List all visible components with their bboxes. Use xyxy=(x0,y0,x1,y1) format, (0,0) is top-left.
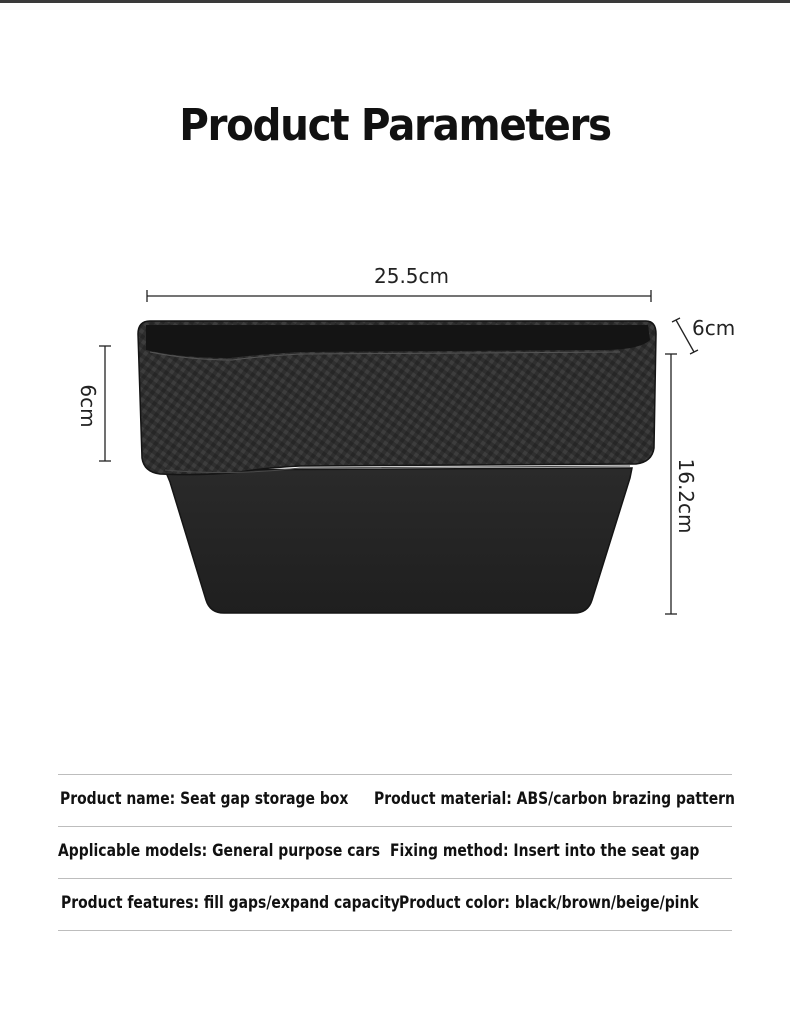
width-dimension-line xyxy=(147,290,651,302)
left-height-label: 6cm xyxy=(76,384,100,428)
spec-fixing-method: Fixing method: Insert into the seat gap xyxy=(390,841,700,861)
spec-product-color: Product color: black/brown/beige/pink xyxy=(399,893,699,913)
total-height-label: 16.2cm xyxy=(674,458,698,534)
spec-table xyxy=(58,774,735,931)
spec-product-features: Product features: fill gaps/expand capacity xyxy=(61,893,400,913)
spec-applicable-models: Applicable models: General purpose cars xyxy=(58,841,381,861)
page-title: Product Parameters xyxy=(179,100,611,151)
seat-gap-storage-box-image xyxy=(138,321,656,613)
spec-row xyxy=(58,878,732,931)
spec-product-name: Product name: Seat gap storage box xyxy=(60,789,349,809)
left-height-dimension-line xyxy=(99,346,111,461)
width-label: 25.5cm xyxy=(374,264,450,288)
depth-label: 6cm xyxy=(692,316,736,340)
spec-row xyxy=(58,826,732,878)
spec-product-material: Product material: ABS/carbon brazing pattern xyxy=(374,789,735,809)
spec-row xyxy=(58,774,735,826)
